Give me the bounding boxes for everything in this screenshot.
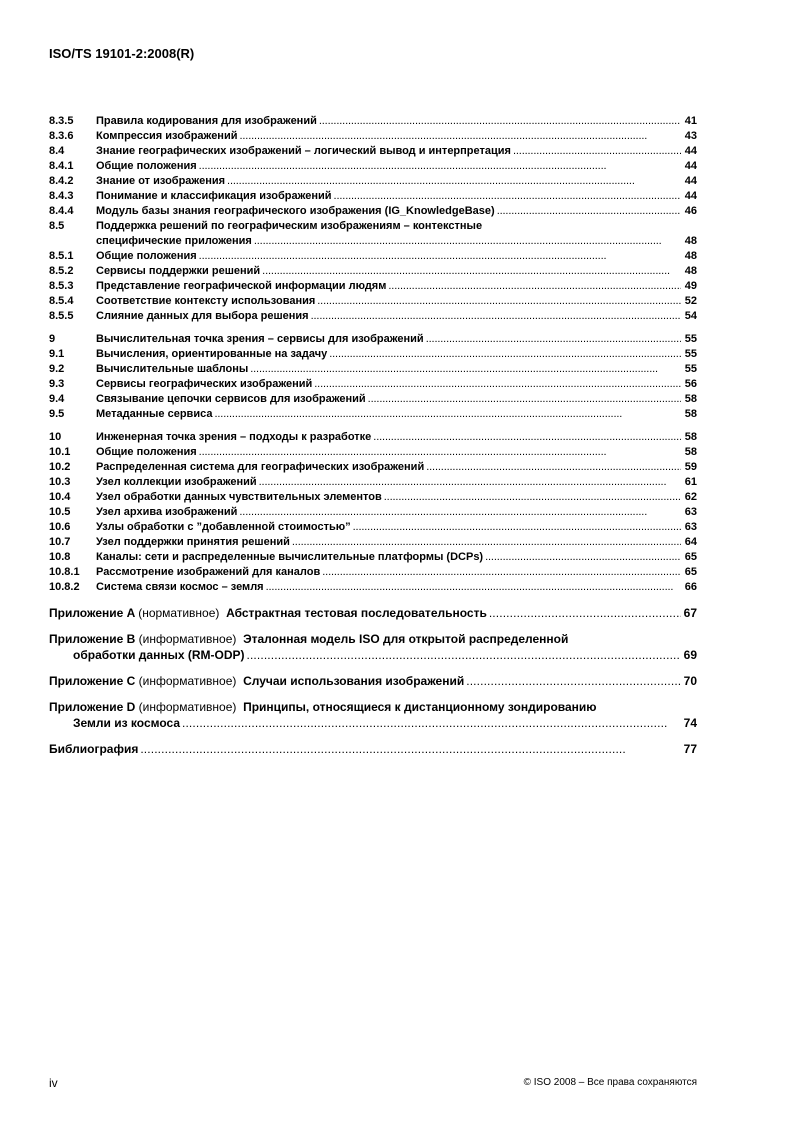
toc-entry[interactable] [49,129,697,144]
toc-entry-number: 8.5.2 [49,265,74,277]
toc-entry-number: 8.4.4 [49,205,74,217]
toc-entry-page: 48 [684,235,697,247]
toc-block-9 [49,332,697,422]
toc-entry[interactable] [49,475,697,490]
toc-entry-title: Правила кодирования для изображений [96,115,317,127]
annex-label: Приложение D [49,700,136,714]
toc-entry[interactable] [49,520,697,535]
leader-dots [262,264,681,279]
toc-entry-number: 8.3.5 [49,115,74,127]
leader-dots [314,377,681,392]
toc-entry-page: 43 [684,130,697,142]
toc-entry[interactable] [49,159,697,174]
toc-entry-page: 48 [684,265,697,277]
annex-label: Приложение A [49,606,135,620]
toc-entry-title: Поддержка решений по географическим изображениям – контекстные [96,220,483,232]
toc-entry[interactable] [49,430,697,445]
toc-entry-title: Общие положения [96,250,197,262]
toc-entry-page: 66 [684,581,697,593]
toc-entry-number: 8.5.1 [49,250,74,262]
toc-entry-page: 62 [684,491,697,503]
leader-dots [227,174,681,189]
toc-entry[interactable] [49,535,697,550]
toc-entry[interactable] [49,249,697,264]
leader-dots [322,565,681,580]
leader-dots [329,347,681,362]
toc-entry-number: 8.4.1 [49,160,74,172]
toc-entry-page: 44 [684,190,697,202]
toc-entry-title: Представление географической информации людям [96,280,387,292]
toc-entry-number: 10.3 [49,476,71,488]
leader-dots [292,535,681,550]
toc-entry[interactable] [49,144,697,159]
leader-dots [182,715,681,731]
annex-title-cont: Земли из космоса [73,716,180,730]
toc-entry-title-cont: специфические приложения [96,235,252,247]
leader-dots [368,392,681,407]
annex-status: (информативное) [138,700,237,714]
toc-entry[interactable] [49,445,697,460]
toc-entry-page: 49 [684,280,697,292]
document-id: ISO/TS 19101-2:2008(R) [49,46,195,61]
toc-entry-number: 8.3.6 [49,130,74,142]
toc-entry-title: Соответствие контексту использования [96,295,316,307]
copyright: © ISO 2008 – Все права сохраняются [523,1077,697,1088]
toc-entry-number: 9.5 [49,408,65,420]
toc-entry-number: 8.4.3 [49,190,74,202]
toc-entry[interactable] [49,407,697,422]
toc-entry-page: 44 [684,160,697,172]
leader-dots [250,362,681,377]
annex-page: 69 [683,648,697,662]
table-of-contents [49,114,697,757]
annex-title: Случаи использования изображений [243,674,465,688]
toc-entry-page: 54 [684,310,697,322]
leader-dots [254,234,681,249]
toc-entry-number: 10.4 [49,491,71,503]
annex-title: Принципы, относящиеся к дистанционному зондированию [243,700,597,714]
toc-entry-title: Узел обработки данных чувствительных элементов [96,491,382,503]
bibliography-page: 77 [683,742,697,756]
toc-entry[interactable] [49,332,697,347]
toc-block-10 [49,430,697,595]
toc-entry-8-5[interactable] [49,219,697,249]
toc-entry-title: Вычислительные шаблоны [96,363,249,375]
toc-entry-page: 44 [684,145,697,157]
toc-entry[interactable] [49,294,697,309]
leader-dots [199,159,681,174]
toc-annex-d[interactable] [49,699,697,731]
toc-entry-page: 58 [684,408,697,420]
toc-entry-title: Связывание цепочки сервисов для изображений [96,393,366,405]
toc-entry[interactable] [49,565,697,580]
toc-entry-title: Знание географических изображений – логический вывод и интерпретация [96,145,511,157]
toc-entry-title: Вычисления, ориентированные на задачу [96,348,328,360]
toc-entry[interactable] [49,189,697,204]
annex-status: (информативное) [138,632,237,646]
leader-dots [199,445,681,460]
toc-entry[interactable] [49,309,697,324]
leader-dots [259,475,681,490]
toc-entry-number: 9.2 [49,363,65,375]
toc-entry-page: 58 [684,393,697,405]
toc-entry-page: 55 [684,363,697,375]
toc-entry-number: 8.5.5 [49,310,74,322]
toc-entry-page: 44 [684,175,697,187]
toc-entry[interactable] [49,377,697,392]
leader-dots [466,673,681,689]
toc-entry-page: 52 [684,295,697,307]
annex-page: 67 [683,606,697,620]
toc-entry[interactable] [49,550,697,565]
toc-entry-title: Сервисы географических изображений [96,378,313,390]
toc-entry-number: 8.4 [49,145,65,157]
toc-entry-page: 64 [684,536,697,548]
leader-dots [239,505,681,520]
toc-entry[interactable] [49,264,697,279]
leader-dots [426,332,681,347]
annex-title-cont: обработки данных (RM-ODP) [73,648,245,662]
toc-entry[interactable] [49,392,697,407]
toc-entry[interactable] [49,490,697,505]
toc-entry-title: Инженерная точка зрения – подходы к разработке [96,431,372,443]
toc-annex-c[interactable] [49,673,697,689]
annex-status: (нормативное) [138,606,220,620]
toc-entry-number: 8.5.3 [49,280,74,292]
toc-entry-number: 10.2 [49,461,71,473]
toc-entry-number: 9 [49,333,56,345]
toc-entry-page: 61 [684,476,697,488]
toc-bibliography[interactable] [49,741,697,757]
leader-dots [513,144,681,159]
toc-entry-number: 10.7 [49,536,71,548]
toc-entry-title: Знание от изображения [96,175,226,187]
toc-entry-page: 63 [684,521,697,533]
toc-block-8-3-8-4 [49,114,697,219]
leader-dots [334,189,681,204]
toc-entry[interactable] [49,347,697,362]
leader-dots [239,129,681,144]
toc-entry-page: 55 [684,348,697,360]
toc-entry-page: 56 [684,378,697,390]
toc-entry-page: 65 [684,566,697,578]
toc-entry-title: Узлы обработки с ”добавленной стоимостью” [96,521,351,533]
leader-dots [426,460,681,475]
toc-entry-number: 10.5 [49,506,71,518]
toc-entry-title: Узел коллекции изображений [96,476,257,488]
toc-entry-number: 8.5 [49,220,65,232]
toc-entry-title: Слияние данных для выбора решения [96,310,309,322]
toc-entry[interactable] [49,460,697,475]
page-number: iv [49,1076,58,1090]
toc-entry[interactable] [49,114,697,129]
leader-dots [317,294,681,309]
toc-entry-title: Модуль базы знания географического изображения (IG_KnowledgeBase) [96,205,495,217]
toc-entry-number: 8.5.4 [49,295,74,307]
leader-dots [485,550,681,565]
toc-entry-number: 10.6 [49,521,71,533]
toc-entry-number: 9.4 [49,393,65,405]
toc-entry-title: Общие положения [96,160,197,172]
toc-entry-title: Вычислительная точка зрения – сервисы для изображений [96,333,424,345]
toc-annex-b[interactable] [49,631,697,663]
leader-dots [489,605,681,621]
toc-entry-title: Сервисы поддержки решений [96,265,261,277]
bibliography-title: Библиография [49,742,139,756]
annex-page: 70 [683,674,697,688]
toc-entry-number: 10.1 [49,446,71,458]
annex-label: Приложение C [49,674,136,688]
leader-dots [373,430,681,445]
toc-entry[interactable] [49,505,697,520]
annex-status: (информативное) [138,674,237,688]
toc-entry-title: Узел поддержки принятия решений [96,536,290,548]
toc-entry-title: Рассмотрение изображений для каналов [96,566,321,578]
toc-entry-page: 48 [684,250,697,262]
toc-entry-number: 9.3 [49,378,65,390]
leader-dots [266,580,681,595]
toc-entry-page: 65 [684,551,697,563]
annex-label: Приложение B [49,632,136,646]
toc-entry[interactable] [49,279,697,294]
annex-title: Абстрактная тестовая последовательность [226,606,487,620]
leader-dots [353,520,681,535]
toc-entry-title: Распределенная система для географических изображений [96,461,425,473]
toc-entry-page: 55 [684,333,697,345]
toc-entry-number: 10.8 [49,551,71,563]
annex-title: Эталонная модель ISO для открытой распределенной [243,632,569,646]
toc-entry-number: 8.4.2 [49,175,74,187]
leader-dots [214,407,681,422]
toc-entry-title: Понимание и классификация изображений [96,190,332,202]
toc-entry[interactable] [49,204,697,219]
toc-entry-title: Каналы: сети и распределенные вычислительные платформы (DCPs) [96,551,484,563]
toc-entry-page: 59 [684,461,697,473]
toc-entry-page: 41 [684,115,697,127]
toc-entry-title: Общие положения [96,446,197,458]
toc-entry-number: 9.1 [49,348,65,360]
leader-dots [319,114,681,129]
toc-entry-page: 63 [684,506,697,518]
toc-entry-page: 58 [684,431,697,443]
annex-page: 74 [683,716,697,730]
toc-entry-page: 58 [684,446,697,458]
toc-entry-number: 10 [49,431,62,443]
toc-entry-page: 46 [684,205,697,217]
toc-entry[interactable] [49,580,697,595]
toc-entry[interactable] [49,362,697,377]
toc-entry[interactable] [49,174,697,189]
toc-entry-title: Компрессия изображений [96,130,238,142]
toc-entry-title: Узел архива изображений [96,506,238,518]
toc-entry-title: Метаданные сервиса [96,408,213,420]
toc-annex-a[interactable] [49,605,697,621]
leader-dots [311,309,681,324]
leader-dots [140,741,681,757]
leader-dots [388,279,681,294]
leader-dots [384,490,681,505]
toc-entry-number: 10.8.2 [49,581,80,593]
toc-block-8-5 [49,249,697,324]
leader-dots [497,204,681,219]
toc-entry-title: Система связи космос – земля [96,581,264,593]
leader-dots [199,249,681,264]
toc-entry-number: 10.8.1 [49,566,80,578]
leader-dots [246,647,681,663]
